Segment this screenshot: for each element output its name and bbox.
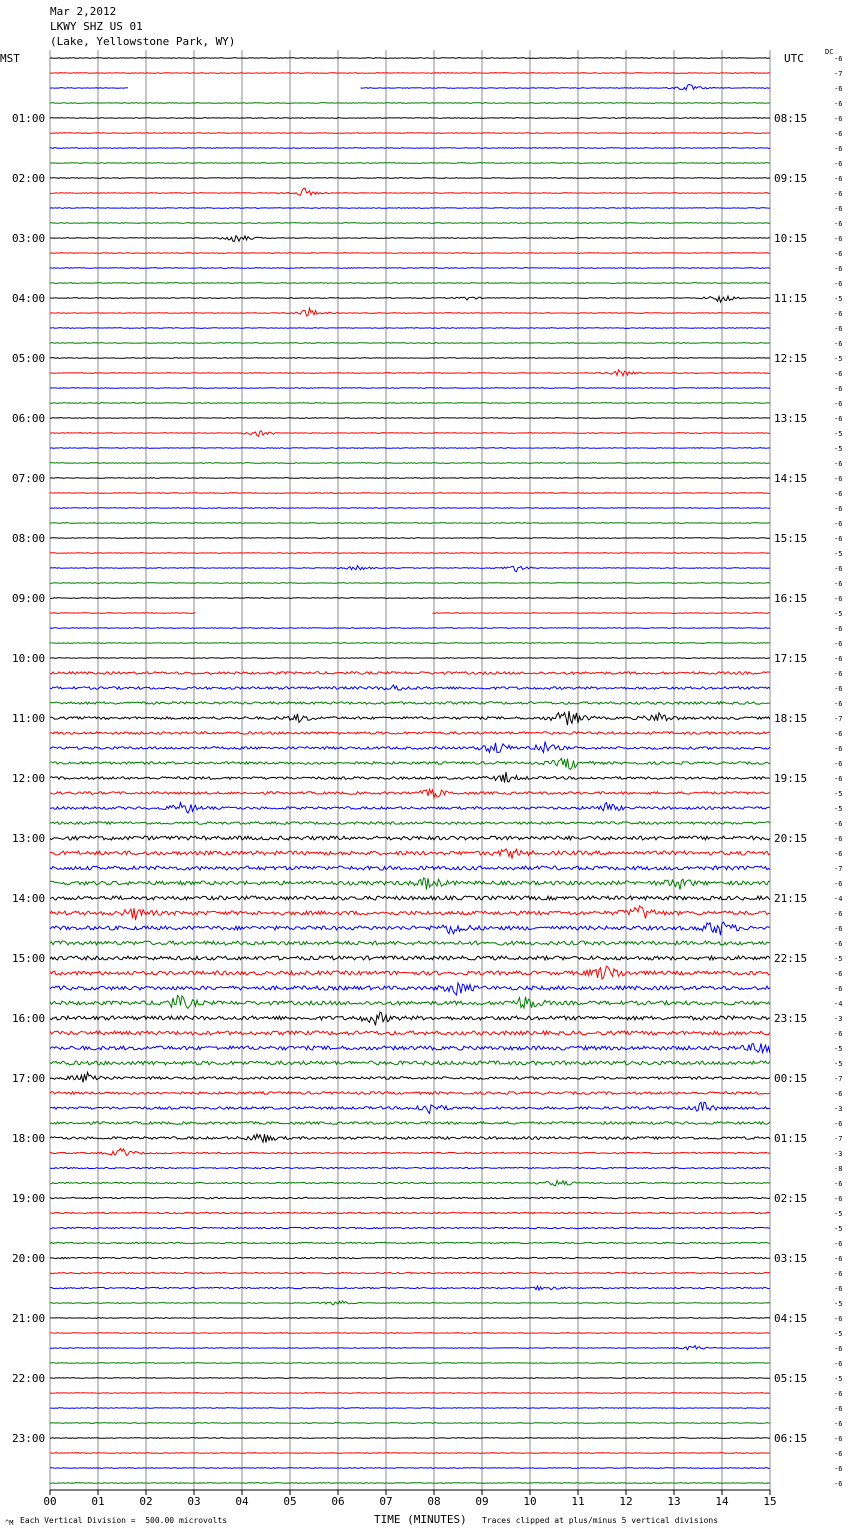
dc-offset-label: -6 <box>834 535 843 543</box>
dc-offset-label: -5 <box>834 1300 843 1308</box>
dc-offset-label: -6 <box>834 100 843 108</box>
dc-offset-label: -5 <box>834 1060 843 1068</box>
dc-offset-label: -6 <box>834 370 843 378</box>
trace-row <box>50 866 770 870</box>
trace-row <box>50 1423 770 1424</box>
dc-offset-label: -5 <box>834 1330 843 1338</box>
trace-row <box>50 789 770 798</box>
trace-row <box>50 922 770 935</box>
dc-offset-label: -6 <box>834 1480 843 1488</box>
dc-offset-label: -6 <box>834 85 843 93</box>
trace-row <box>50 523 770 524</box>
dc-offset-label: -3 <box>834 1015 843 1023</box>
hour-label-right: 15:15 <box>774 532 808 545</box>
dc-offset-label: -6 <box>834 145 843 153</box>
dc-offset-label: -3 <box>834 1150 843 1158</box>
hour-label-right: 19:15 <box>774 772 808 785</box>
trace-row <box>50 343 770 344</box>
trace-row <box>50 1453 770 1454</box>
dc-offset-label: -6 <box>834 1450 843 1458</box>
trace-row <box>50 758 770 769</box>
trace-row <box>50 1242 770 1243</box>
x-tick-label: 05 <box>283 1495 297 1508</box>
dc-offset-label: -8 <box>834 1165 843 1173</box>
dc-offset-label: -6 <box>834 775 843 783</box>
trace-row <box>50 598 770 599</box>
dc-offset-label: -6 <box>834 655 843 663</box>
trace-row <box>50 742 770 753</box>
dc-offset-label: -6 <box>834 730 843 738</box>
dc-offset-label: -4 <box>834 895 843 903</box>
trace-row <box>50 956 770 960</box>
trace-row <box>50 1122 770 1125</box>
dc-offset-label: -6 <box>834 235 843 243</box>
dc-offset-label: -5 <box>834 1210 843 1218</box>
dc-offset-label: -6 <box>834 820 843 828</box>
trace-row <box>50 896 770 900</box>
dc-offset-label: -7 <box>834 1075 843 1083</box>
dc-offset-label: -4 <box>834 1000 843 1008</box>
trace-row <box>50 1212 770 1213</box>
hour-label-right: 13:15 <box>774 412 808 425</box>
x-tick-label: 04 <box>235 1495 249 1508</box>
dc-offset-label: -7 <box>834 715 843 723</box>
hour-label-right: 14:15 <box>774 472 808 485</box>
hour-label-right: 18:15 <box>774 712 808 725</box>
trace-row <box>50 478 770 479</box>
dc-offset-label: -6 <box>834 685 843 693</box>
hour-label-right: 10:15 <box>774 232 808 245</box>
trace-row <box>50 583 770 584</box>
hour-label-right: 21:15 <box>774 892 808 905</box>
trace-row <box>50 1483 770 1484</box>
hour-label-left: 04:00 <box>12 292 46 305</box>
hour-label-left: 05:00 <box>12 352 46 365</box>
trace-row <box>50 941 770 945</box>
hour-label-left: 08:00 <box>12 532 46 545</box>
hour-label-right: 01:15 <box>774 1132 808 1145</box>
dc-offset-label: -6 <box>834 910 843 918</box>
dc-offset-label: -6 <box>834 55 843 63</box>
station-code: LKWY SHZ US 01 <box>50 20 143 33</box>
dc-offset-label: -6 <box>834 1285 843 1293</box>
hour-label-left: 01:00 <box>12 112 46 125</box>
trace-row <box>50 1043 770 1053</box>
dc-offset-label: -5 <box>834 790 843 798</box>
trace-row <box>50 878 770 890</box>
trace-row <box>50 643 770 644</box>
x-tick-label: 08 <box>427 1495 441 1508</box>
hour-label-left: 06:00 <box>12 412 46 425</box>
trace-row <box>50 1072 770 1082</box>
dc-offset-label: -6 <box>834 265 843 273</box>
dc-offset-label: -6 <box>834 640 843 648</box>
dc-offset-label: -6 <box>834 1270 843 1278</box>
x-tick-label: 15 <box>763 1495 777 1508</box>
hour-label-left: 07:00 <box>12 472 46 485</box>
dc-offset-label: -6 <box>834 1315 843 1323</box>
hour-label-left: 18:00 <box>12 1132 46 1145</box>
dc-offset-label: -5 <box>834 355 843 363</box>
trace-row <box>50 1286 770 1290</box>
dc-offset-label: -5 <box>834 1045 843 1053</box>
trace-row <box>50 388 770 389</box>
trace-row <box>50 1181 770 1186</box>
trace-row <box>50 223 770 224</box>
trace-row <box>50 358 770 359</box>
hour-label-left: 21:00 <box>12 1312 46 1325</box>
hour-label-right: 06:15 <box>774 1432 808 1445</box>
hour-label-left: 20:00 <box>12 1252 46 1265</box>
dc-offset-label: -6 <box>834 310 843 318</box>
trace-row <box>50 133 770 134</box>
hour-label-right: 08:15 <box>774 112 808 125</box>
dc-offset-label: -6 <box>834 1030 843 1038</box>
hour-label-right: 16:15 <box>774 592 808 605</box>
trace-row <box>50 118 770 119</box>
hour-label-left: 02:00 <box>12 172 46 185</box>
trace-row <box>50 493 770 494</box>
trace-row <box>50 58 770 59</box>
x-tick-label: 14 <box>715 1495 729 1508</box>
dc-offset-label: -6 <box>834 475 843 483</box>
x-tick-label: 06 <box>331 1495 345 1508</box>
trace-row <box>50 1012 770 1025</box>
hour-label-left: 19:00 <box>12 1192 46 1205</box>
trace-row <box>50 163 770 164</box>
x-tick-label: 02 <box>139 1495 153 1508</box>
dc-offset-label: -6 <box>834 670 843 678</box>
x-tick-label: 11 <box>571 1495 585 1508</box>
hour-label-left: 10:00 <box>12 652 46 665</box>
trace-row <box>50 370 770 376</box>
trace-row <box>50 283 770 284</box>
dc-offset-label: -6 <box>834 1435 843 1443</box>
dc-offset-label: -6 <box>834 880 843 888</box>
dc-offset-label: -6 <box>834 925 843 933</box>
trace-row <box>50 613 770 614</box>
hour-label-left: 16:00 <box>12 1012 46 1025</box>
clip-note: Traces clipped at plus/minus 5 vertical divisions <box>482 1516 719 1525</box>
x-tick-label: 03 <box>187 1495 201 1508</box>
right-timezone-label: UTC <box>784 52 804 65</box>
dc-offset-label: -6 <box>834 565 843 573</box>
trace-row <box>50 1227 770 1228</box>
hour-label-left: 14:00 <box>12 892 46 905</box>
trace-row <box>50 253 770 254</box>
dc-offset-label: -6 <box>834 700 843 708</box>
x-tick-label: 09 <box>475 1495 489 1508</box>
trace-row <box>50 1102 770 1113</box>
trace-row <box>50 148 770 149</box>
trace-row <box>50 772 770 783</box>
dc-offset-label: -6 <box>834 1255 843 1263</box>
trace-row <box>50 296 770 302</box>
trace-row <box>50 1363 770 1364</box>
dc-offset-label: -6 <box>834 850 843 858</box>
trace-row <box>50 1333 770 1334</box>
station-location: (Lake, Yellowstone Park, WY) <box>50 35 236 48</box>
record-date: Mar 2,2012 <box>50 5 117 18</box>
hour-label-right: 20:15 <box>774 832 808 845</box>
hour-label-left: 13:00 <box>12 832 46 845</box>
x-tick-label: 12 <box>619 1495 633 1508</box>
dc-offset-label: -6 <box>834 1195 843 1203</box>
vertical-scale-note: Each Vertical Division = 500.00 microvolts <box>20 1516 228 1525</box>
dc-offset-label: -6 <box>834 985 843 993</box>
x-tick-label: 13 <box>667 1495 681 1508</box>
dc-offset-label: -5 <box>834 295 843 303</box>
hour-label-right: 00:15 <box>774 1072 808 1085</box>
dc-offset-label: -6 <box>834 160 843 168</box>
dc-offset-label: -6 <box>834 190 843 198</box>
dc-offset-label: -7 <box>834 865 843 873</box>
trace-row <box>50 996 770 1009</box>
dc-offset-label: -6 <box>834 460 843 468</box>
trace-row <box>50 188 770 195</box>
hour-label-right: 04:15 <box>774 1312 808 1325</box>
dc-offset-label: -6 <box>834 505 843 513</box>
trace-row <box>50 448 770 449</box>
trace-row <box>50 1378 770 1379</box>
hour-label-left: 23:00 <box>12 1432 46 1445</box>
hour-label-right: 22:15 <box>774 952 808 965</box>
hour-label-left: 12:00 <box>12 772 46 785</box>
hour-label-left: 17:00 <box>12 1072 46 1085</box>
dc-offset-label: -6 <box>834 130 843 138</box>
trace-row <box>50 236 770 242</box>
hour-label-right: 03:15 <box>774 1252 808 1265</box>
trace-row <box>50 966 770 979</box>
dc-offset-label: -6 <box>834 835 843 843</box>
trace-row <box>50 702 770 705</box>
trace-row <box>50 1301 770 1305</box>
hour-label-right: 02:15 <box>774 1192 808 1205</box>
dc-offset-label: -6 <box>834 1420 843 1428</box>
dc-offset-label: -6 <box>834 250 843 258</box>
dc-offset-label: -6 <box>834 415 843 423</box>
x-tick-label: 01 <box>91 1495 105 1508</box>
trace-row <box>50 1148 770 1155</box>
trace-row <box>50 73 770 74</box>
hour-label-right: 12:15 <box>774 352 808 365</box>
trace-row <box>50 1092 770 1095</box>
trace-row <box>50 732 770 735</box>
dc-offset-label: -6 <box>834 1180 843 1188</box>
trace-row <box>50 1061 770 1065</box>
trace-row <box>50 1257 770 1258</box>
trace-row <box>50 685 770 690</box>
trace-row <box>50 658 770 659</box>
dc-offset-label: -5 <box>834 610 843 618</box>
x-axis-title: TIME (MINUTES) <box>374 1513 467 1526</box>
dc-offset-label: -6 <box>834 1120 843 1128</box>
trace-row <box>50 431 770 436</box>
dc-offset-label: -6 <box>834 625 843 633</box>
hour-label-right: 05:15 <box>774 1372 808 1385</box>
trace-row <box>50 463 770 464</box>
dc-offset-label: -6 <box>834 1090 843 1098</box>
trace-row <box>50 1134 770 1142</box>
dc-offset-label: -6 <box>834 745 843 753</box>
dc-offset-label: -6 <box>834 1240 843 1248</box>
dc-offset-label: -7 <box>834 70 843 78</box>
trace-row <box>50 983 770 995</box>
dc-offset-label: -6 <box>834 595 843 603</box>
hour-label-right: 23:15 <box>774 1012 808 1025</box>
trace-row <box>50 103 770 104</box>
dc-offset-label: -6 <box>834 580 843 588</box>
hour-label-right: 17:15 <box>774 652 808 665</box>
dc-offset-label: -6 <box>834 175 843 183</box>
dc-offset-label: -6 <box>834 385 843 393</box>
trace-row <box>50 178 770 179</box>
trace-row <box>50 418 770 419</box>
dc-offset-label: -6 <box>834 115 843 123</box>
dc-offset-label: -5 <box>834 955 843 963</box>
trace-row <box>50 328 770 329</box>
trace-row <box>50 836 770 840</box>
trace-row <box>50 553 770 554</box>
trace-row <box>50 538 770 539</box>
trace-row <box>50 268 770 269</box>
dc-offset-label: -5 <box>834 805 843 813</box>
x-tick-label: 07 <box>379 1495 393 1508</box>
trace-row <box>50 1468 770 1469</box>
dc-offset-label: -7 <box>834 1135 843 1143</box>
trace-row <box>50 803 770 813</box>
dc-offset-label: -6 <box>834 490 843 498</box>
trace-row <box>50 308 770 316</box>
hour-label-left: 09:00 <box>12 592 46 605</box>
dc-offset-label: -5 <box>834 445 843 453</box>
trace-row <box>50 566 770 572</box>
dc-offset-label: -5 <box>834 430 843 438</box>
trace-row <box>50 1272 770 1273</box>
x-tick-label: 10 <box>523 1495 537 1508</box>
left-timezone-label: MST <box>0 52 20 65</box>
hour-label-left: 11:00 <box>12 712 46 725</box>
hour-label-left: 15:00 <box>12 952 46 965</box>
dc-offset-label: -6 <box>834 280 843 288</box>
dc-offset-label: -6 <box>834 970 843 978</box>
dc-offset-label: -6 <box>834 340 843 348</box>
dc-offset-label: -6 <box>834 205 843 213</box>
dc-offset-label: -6 <box>834 1405 843 1413</box>
trace-row <box>50 1197 770 1198</box>
corner-mark: ^M <box>5 1519 14 1527</box>
trace-row <box>50 1438 770 1439</box>
dc-offset-label: -6 <box>834 1360 843 1368</box>
hour-label-left: 03:00 <box>12 232 46 245</box>
trace-row <box>50 628 770 629</box>
dc-offset-label: -6 <box>834 400 843 408</box>
dc-offset-label: -6 <box>834 1345 843 1353</box>
dc-offset-label: -6 <box>834 1390 843 1398</box>
trace-row <box>50 508 770 509</box>
hour-label-left: 22:00 <box>12 1372 46 1385</box>
trace-row <box>50 208 770 209</box>
trace-row <box>50 711 770 725</box>
trace-row <box>50 1346 770 1350</box>
x-tick-label: 00 <box>43 1495 57 1508</box>
dc-offset-label: -5 <box>834 550 843 558</box>
dc-offset-label: -6 <box>834 220 843 228</box>
trace-row <box>50 1393 770 1394</box>
trace-row <box>50 906 770 920</box>
trace-row <box>50 672 770 675</box>
trace-row <box>50 1167 770 1168</box>
dc-offset-label: -6 <box>834 520 843 528</box>
trace-row <box>50 84 770 90</box>
dc-offset-label: -3 <box>834 1105 843 1113</box>
dc-offset-label: -6 <box>834 760 843 768</box>
dc-label: DC <box>825 48 834 56</box>
hour-label-right: 09:15 <box>774 172 808 185</box>
dc-offset-label: -5 <box>834 1225 843 1233</box>
trace-row <box>50 1031 770 1035</box>
dc-offset-label: -6 <box>834 1465 843 1473</box>
trace-row <box>50 403 770 404</box>
dc-offset-label: -5 <box>834 1375 843 1383</box>
dc-offset-label: -6 <box>834 940 843 948</box>
trace-row <box>50 1318 770 1319</box>
trace-row <box>50 1408 770 1409</box>
trace-row <box>50 849 770 859</box>
trace-row <box>50 822 770 825</box>
dc-offset-label: -6 <box>834 325 843 333</box>
hour-label-right: 11:15 <box>774 292 808 305</box>
